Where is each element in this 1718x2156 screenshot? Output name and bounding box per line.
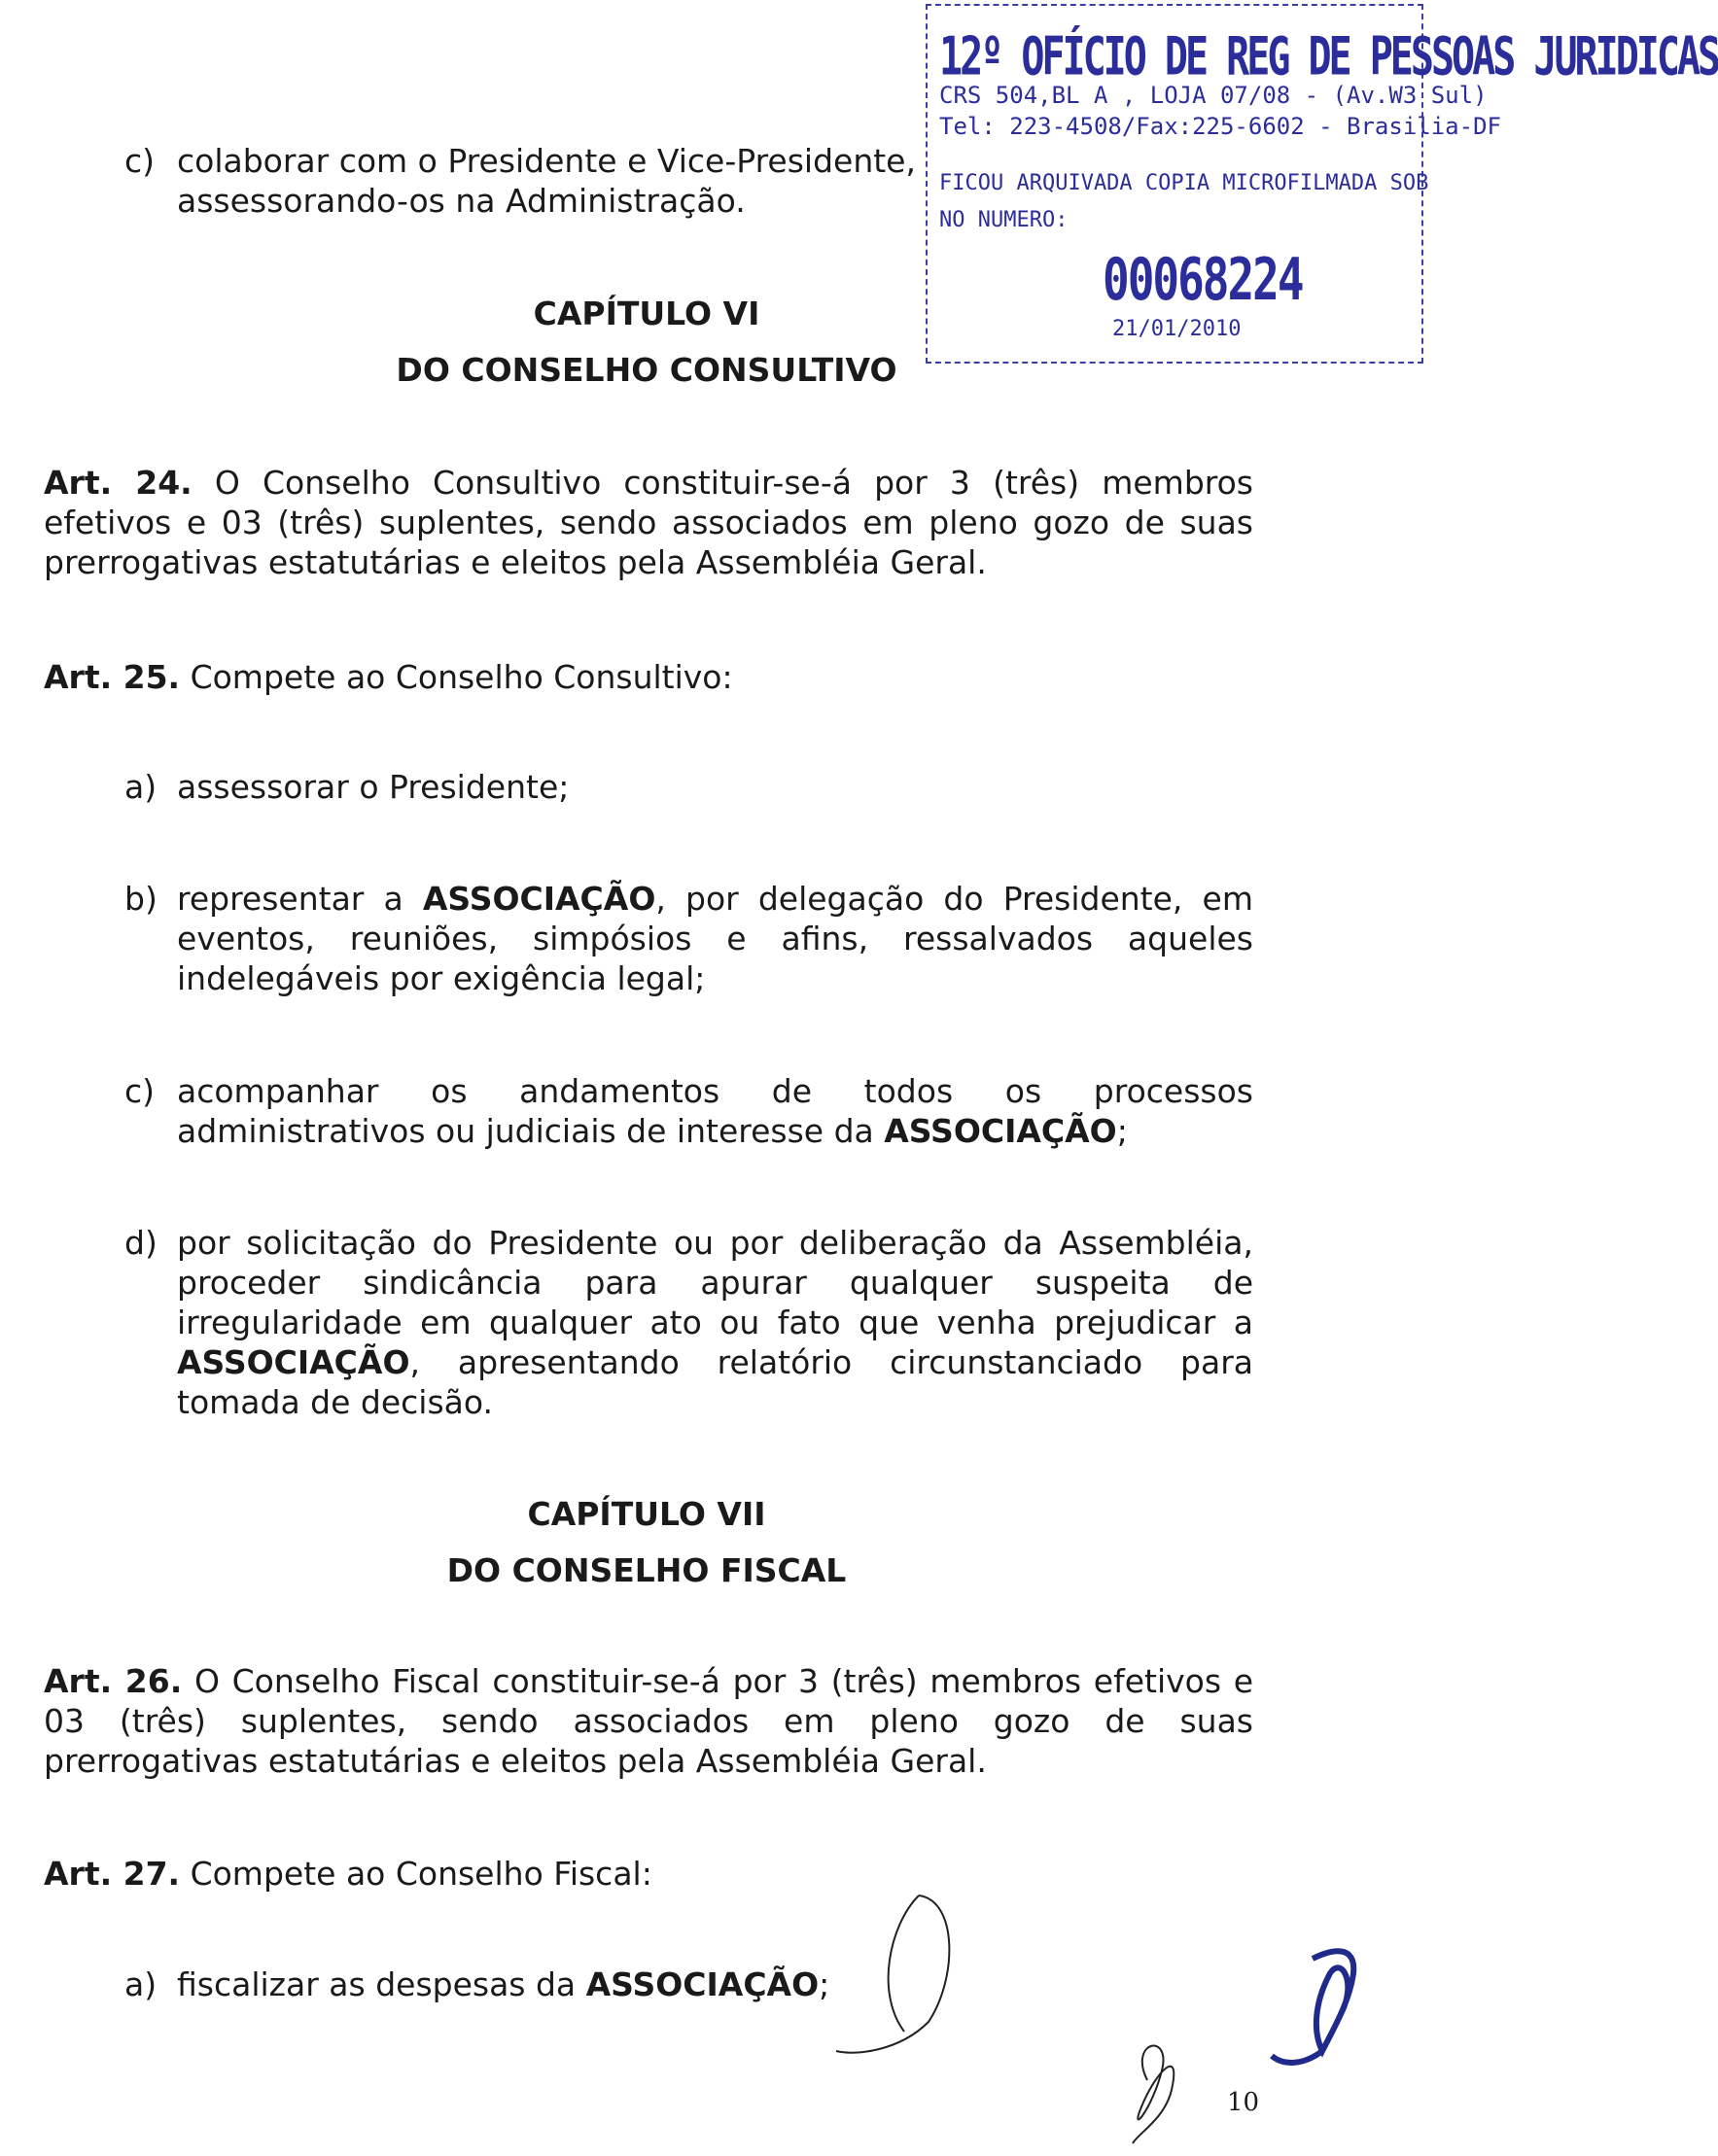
item-text-post: ;: [819, 1965, 830, 2003]
item-text: assessorar o Presidente;: [177, 768, 570, 806]
stamp-phone: Tel: 223-4508/Fax:225-6602 - Brasilia-DF: [939, 113, 1501, 140]
item-text-post: , apresentando relatório circunstanciado para tomada de decisão.: [177, 1343, 1253, 1421]
stamp-archive-note: FICOU ARQUIVADA COPIA MICROFILMADA SOB: [939, 171, 1429, 195]
stamp-registration-number: 00068224: [1103, 245, 1303, 314]
item-text-post: , por delegação do Presidente, em eventos, reuniões, simpósios e afins, ressalvados aqueles indelegáveis por exigência legal;: [177, 880, 1253, 997]
signature-stroke-1: [836, 1895, 949, 2053]
item-label: a): [124, 1965, 158, 2003]
association-name: ASSOCIAÇÃO: [585, 1965, 820, 2003]
item-label: b): [124, 880, 158, 918]
item-label: a): [124, 768, 158, 806]
item-label: d): [124, 1224, 158, 1262]
item-text: colaborar com o Presidente e Vice-Presidente, assessorando-os na Administração.: [177, 142, 916, 220]
article-label: Art. 25.: [44, 658, 181, 696]
article-label: Art. 27.: [44, 1855, 181, 1893]
association-name: ASSOCIAÇÃO: [177, 1343, 410, 1381]
stamp-number-label: NO NUMERO:: [939, 208, 1069, 232]
article-label: Art. 26.: [44, 1662, 183, 1700]
item-text-pre: fiscalizar as despesas da: [177, 1965, 586, 2003]
article-text: Compete ao Conselho Consultivo:: [190, 658, 733, 696]
article-text: O Conselho Consultivo constituir-se-á por 3 (três) membros efetivos e 03 (três) suplentes, sendo associados em pleno gozo de suas prerrogativas estatutárias e eleitos pela Assembléia Geral.: [44, 464, 1253, 581]
signature-stroke-3: [1272, 1951, 1353, 2063]
stamp-address: CRS 504,BL A , LOJA 07/08 - (Av.W3 Sul): [939, 82, 1488, 109]
item-text-pre: acompanhar os andamentos de todos os processos administrativos ou judiciais de interesse da: [177, 1072, 1253, 1150]
chapter-title: CAPÍTULO VII: [527, 1495, 766, 1533]
item-text-post: ;: [1116, 1112, 1128, 1150]
item-text-pre: por solicitação do Presidente ou por deliberação da Assembléia, proceder sindicância para apurar qualquer suspeita de irregularidade em qualquer ato ou fato que venha prejudicar a: [177, 1224, 1253, 1341]
chapter-subtitle: DO CONSELHO FISCAL: [446, 1551, 847, 1589]
signature-stroke-2: [1133, 2046, 1174, 2143]
item-label: c): [124, 1072, 156, 1110]
article-label: Art. 24.: [44, 464, 193, 502]
article-text: Compete ao Conselho Fiscal:: [190, 1855, 652, 1893]
stamp-date: 21/01/2010: [1112, 317, 1242, 341]
stamp-office-name: 12º OFÍCIO DE REG DE PESSOAS JURIDICAS: [939, 27, 1718, 88]
article-text: O Conselho Fiscal constituir-se-á por 3 (três) membros efetivos e 03 (três) suplentes, sendo associados em pleno gozo de suas prerrogativas estatutárias e eleitos pela Assembléia Geral.: [44, 1662, 1254, 1780]
chapter-subtitle: DO CONSELHO CONSULTIVO: [396, 351, 897, 389]
item-text-pre: representar a: [177, 880, 423, 918]
item-label: c): [124, 142, 156, 180]
chapter-title: CAPÍTULO VI: [533, 295, 760, 332]
page-number: 10: [1227, 2088, 1260, 2117]
association-name: ASSOCIAÇÃO: [884, 1112, 1117, 1150]
association-name: ASSOCIAÇÃO: [422, 880, 656, 918]
